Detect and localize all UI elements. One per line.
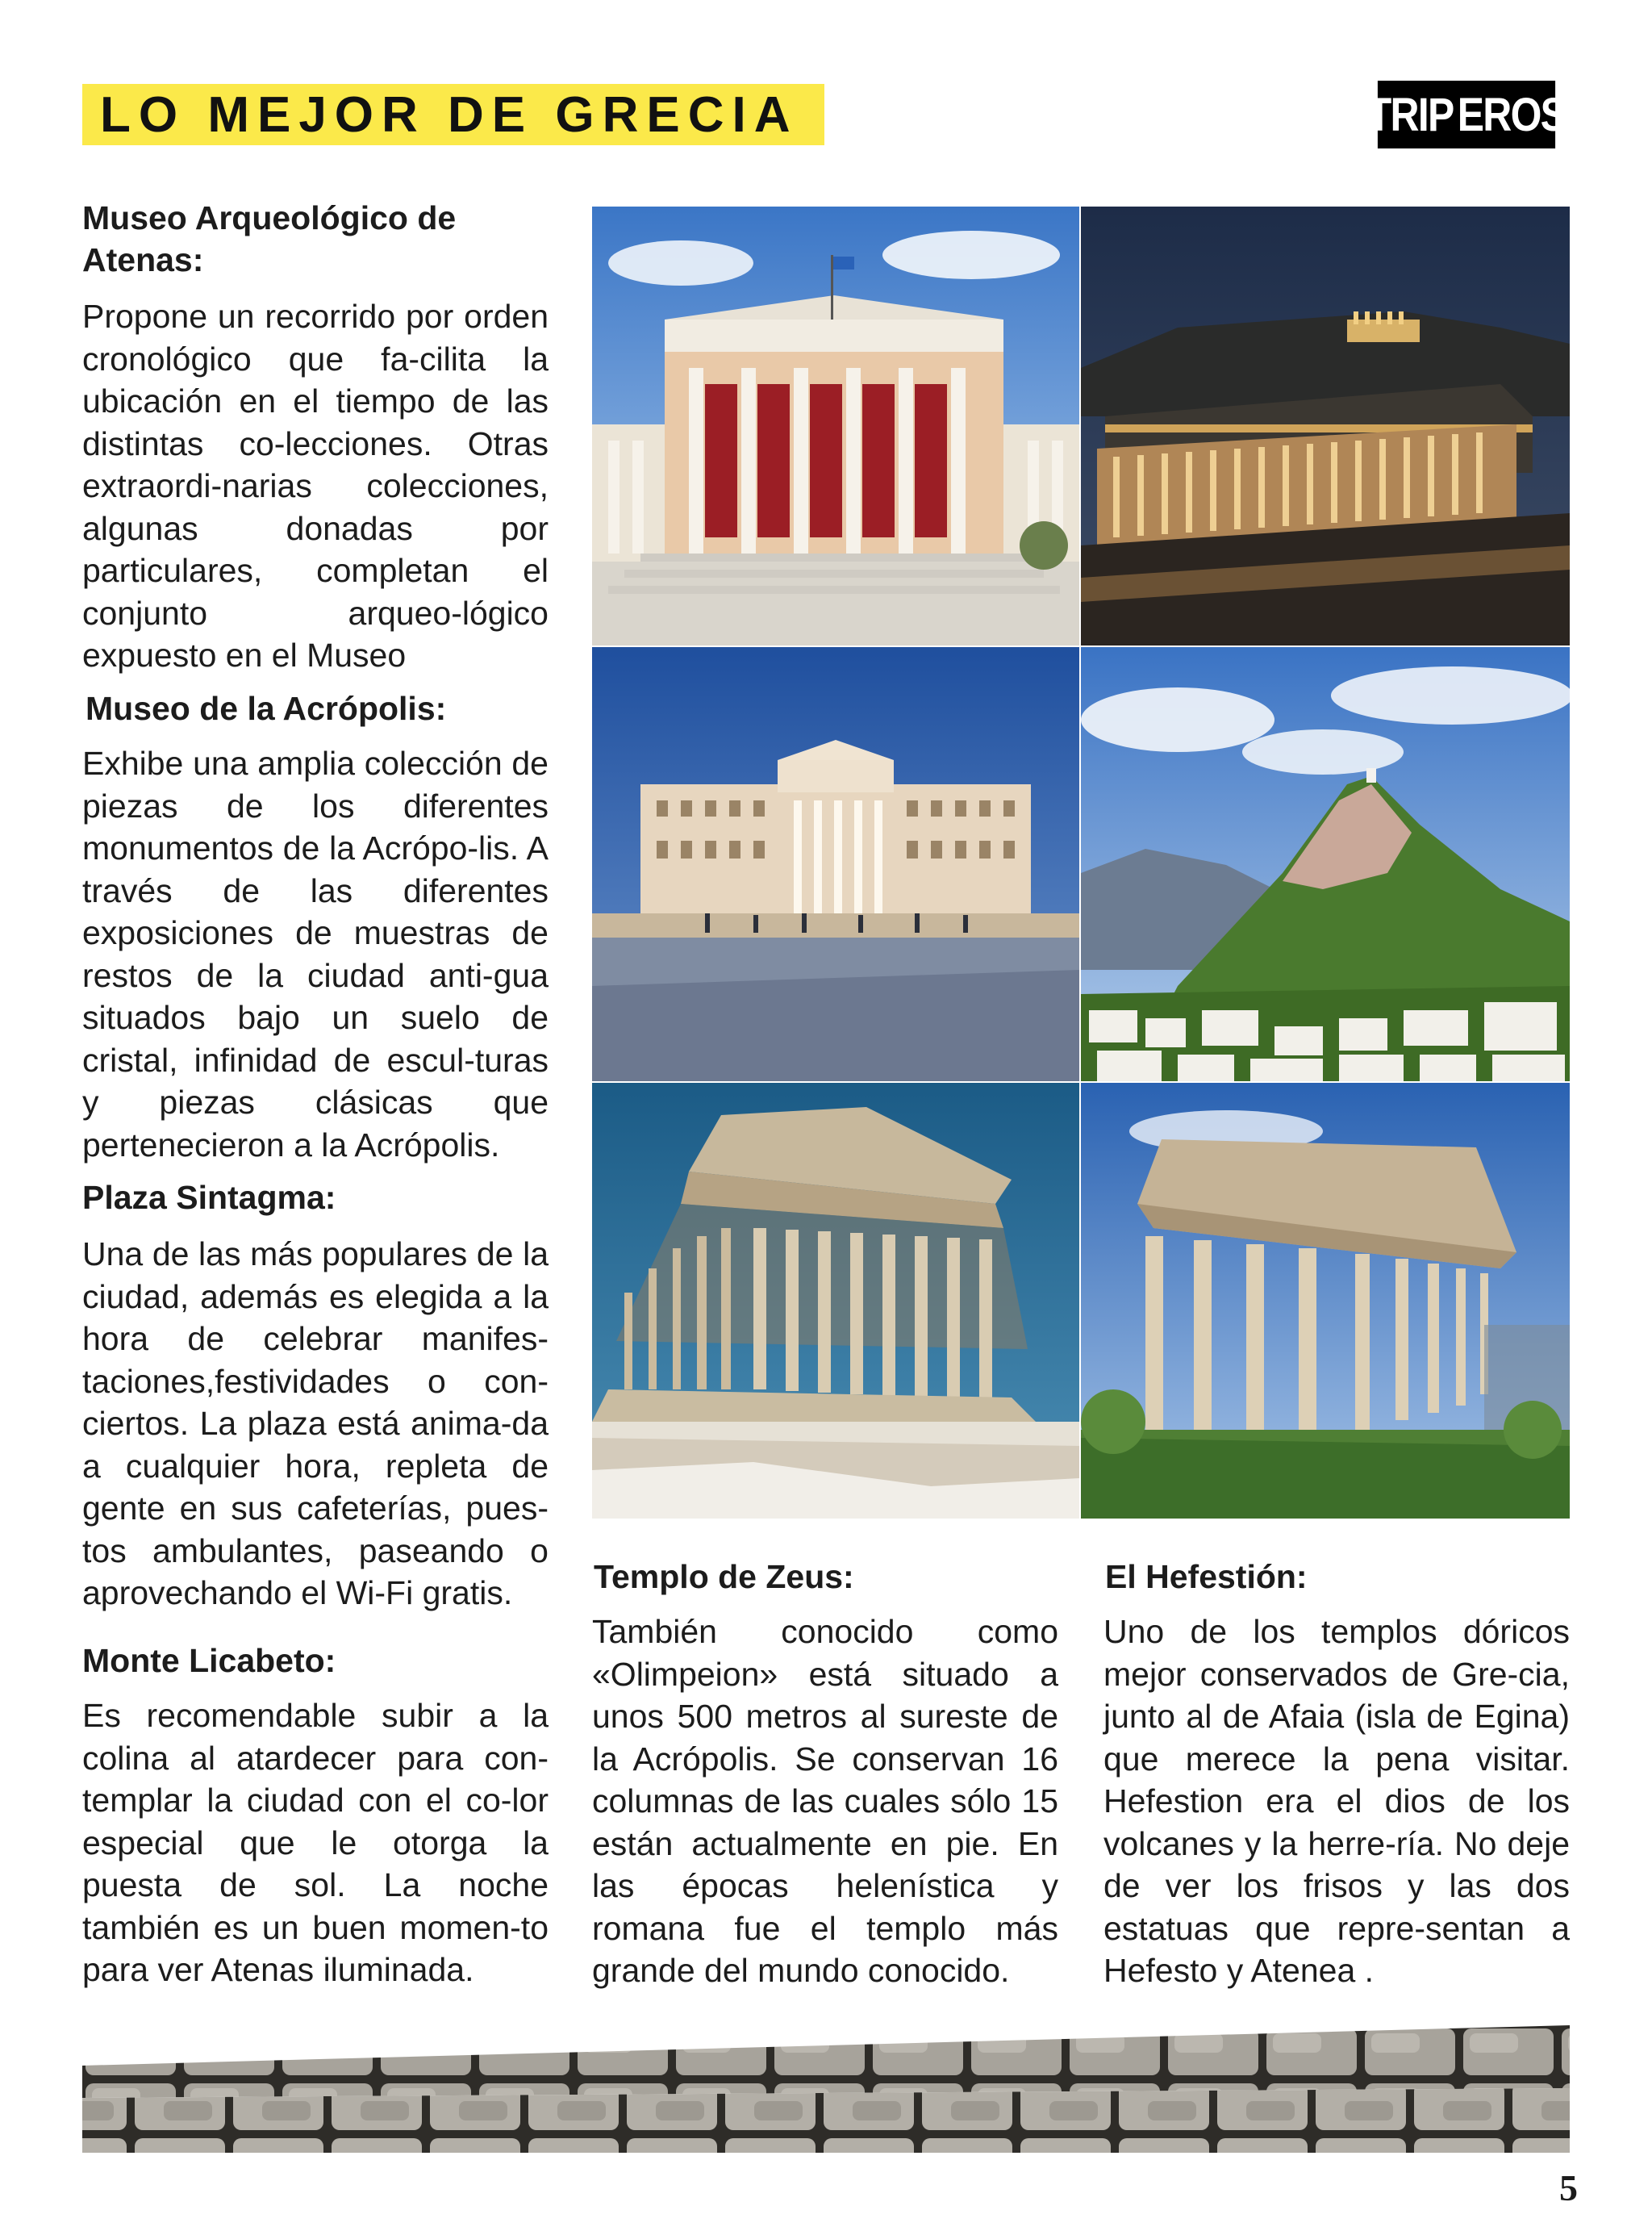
page-number: 5 xyxy=(1559,2167,1578,2208)
photo-monte-licabeto xyxy=(1081,647,1570,1081)
heading-monte-licabeto: Monte Licabeto: xyxy=(82,1642,336,1679)
heading-museo-arqueologico: Museo Arqueológico de Atenas: xyxy=(82,199,457,278)
text-templo-zeus: También conocido como «Olimpeion» está situado a unos 500 metros al sureste de la Acrópolis. Se conservan 16 columnas de las cuales sólo 15 están actualmente en pie. En las épocas helenística y romana fue el templo más grande del mundo conocido. xyxy=(592,1613,1058,1989)
photo-museo-acropolis-noche xyxy=(1081,207,1570,645)
heading-museo-acropolis: Museo de la Acrópolis: xyxy=(86,690,447,727)
heading-templo-zeus: Templo de Zeus: xyxy=(594,1558,854,1595)
cobblestone-decoration xyxy=(82,2025,1570,2153)
photo-plaza-sintagma xyxy=(592,647,1079,1081)
page-title: LO MEJOR DE GRECIA xyxy=(100,86,799,143)
logo-text-left: TRIP xyxy=(1366,88,1454,141)
logo-text-right: EROS xyxy=(1457,88,1566,141)
photo-museo-arqueologico xyxy=(592,207,1079,645)
text-museo-arqueologico: Propone un recorrido por orden cronológico que fa-cilita la ubicación en el tiempo de las distintas co-lecciones. Otras extraordi-narias colecciones, algunas donadas por particulares, completan el conjunto arqueo-lógico expuesto en el Museo xyxy=(82,298,549,674)
heading-plaza-sintagma: Plaza Sintagma: xyxy=(82,1179,336,1216)
text-hefestion: Uno de los templos dóricos mejor conservados de Gre-cia, junto al de Afaia (isla de Egina) que merece la pena visitar. Hefestion era el dios de los volcanes y la herre-ría. No deje de ver los frisos y las dos estatuas que repre-sentan a Hefesto y Atenea . xyxy=(1103,1613,1570,1989)
text-monte-licabeto: Es recomendable subir a la colina al atardecer para con-templar la ciudad con el co-lor especial que le otorga la puesta de sol. La noche también es un buen momen-to para ver Atenas iluminada. xyxy=(82,1697,549,1988)
heading-hefestion: El Hefestión: xyxy=(1105,1558,1308,1595)
text-museo-acropolis: Exhibe una amplia colección de piezas de los diferentes monumentos de la Acrópo-lis. A través de las diferentes exposiciones de muestras de restos de la ciudad anti-gua situados bajo un suelo de cristal, infinidad de escul-turas y piezas clásicas que pertenecieron a la Acrópolis. xyxy=(82,745,549,1164)
page-title-highlight xyxy=(82,84,824,145)
photo-hefestion xyxy=(1081,1083,1570,1519)
text-plaza-sintagma: Una de las más populares de la ciudad, además es elegida a la hora de celebrar manifes-taciones,festividades o con-ciertos. La plaza está anima-da a cualquier hora, repleta de gente en sus cafeterías, pues-tos ambulantes, paseando o aprovechando el Wi-Fi gratis. xyxy=(82,1235,549,1611)
brand-logo xyxy=(1366,81,1566,148)
photo-partenon xyxy=(592,1083,1079,1519)
